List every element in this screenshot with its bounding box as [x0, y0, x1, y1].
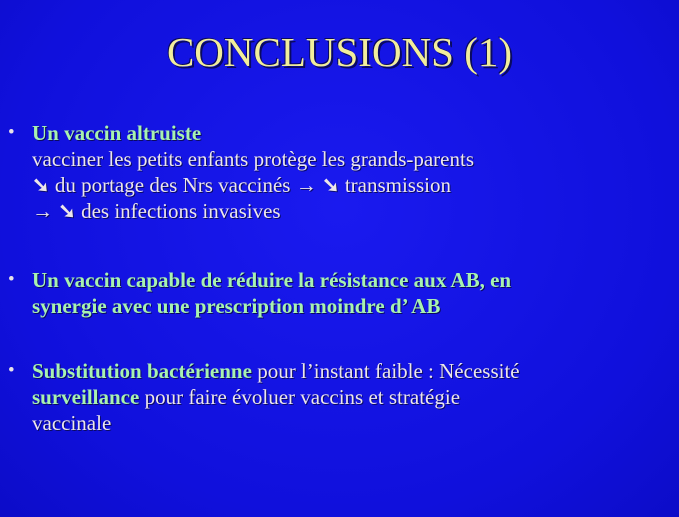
- arrow-right-icon: →: [32, 199, 53, 223]
- slide-title: CONCLUSIONS (1): [166, 29, 513, 75]
- bullet-text-line: vacciner les petits enfants protège les grands-parents: [32, 147, 474, 171]
- bullet-substitution: [8, 358, 673, 436]
- text-fragment: pour l’instant faible : Nécessité: [251, 359, 520, 383]
- bullet-heading: Un vaccin capable de réduire la résistance aux AB, en: [32, 268, 512, 292]
- arrow-down-right-icon: ➘: [32, 173, 50, 197]
- bullet-heading: surveillance: [32, 385, 140, 409]
- text-fragment: du portage des Nrs vaccinés: [49, 173, 296, 197]
- bullet-dot: •: [8, 360, 15, 381]
- arrow-down-right-icon: ➘: [53, 199, 76, 223]
- bullet-heading: Un vaccin altruiste: [32, 121, 202, 145]
- bullet-heading: Substitution bactérienne: [32, 359, 252, 383]
- bullet-heading: synergie avec une prescription moindre d’ AB: [32, 294, 441, 318]
- bullet-content: [32, 267, 673, 319]
- bullet-text-line: [32, 198, 673, 224]
- bullet-text-line: [32, 384, 673, 410]
- bullet-dot: •: [8, 122, 15, 143]
- arrow-right-icon: →: [295, 173, 317, 197]
- arrow-down-right-icon: ➘: [316, 173, 340, 197]
- bullet-content: [32, 358, 673, 436]
- text-fragment: des infections invasives: [75, 199, 281, 223]
- bullet-text-line: vaccinale: [32, 411, 112, 435]
- bullet-resistance-ab: [8, 267, 673, 319]
- text-fragment: transmission: [339, 173, 451, 197]
- bullet-dot: •: [8, 269, 15, 290]
- bullet-text-line: [32, 172, 673, 198]
- bullet-vaccin-altruiste: [8, 120, 673, 224]
- bullet-content: [32, 120, 673, 224]
- bullet-text-line: [32, 358, 673, 384]
- text-fragment: pour faire évoluer vaccins et stratégie: [139, 385, 461, 409]
